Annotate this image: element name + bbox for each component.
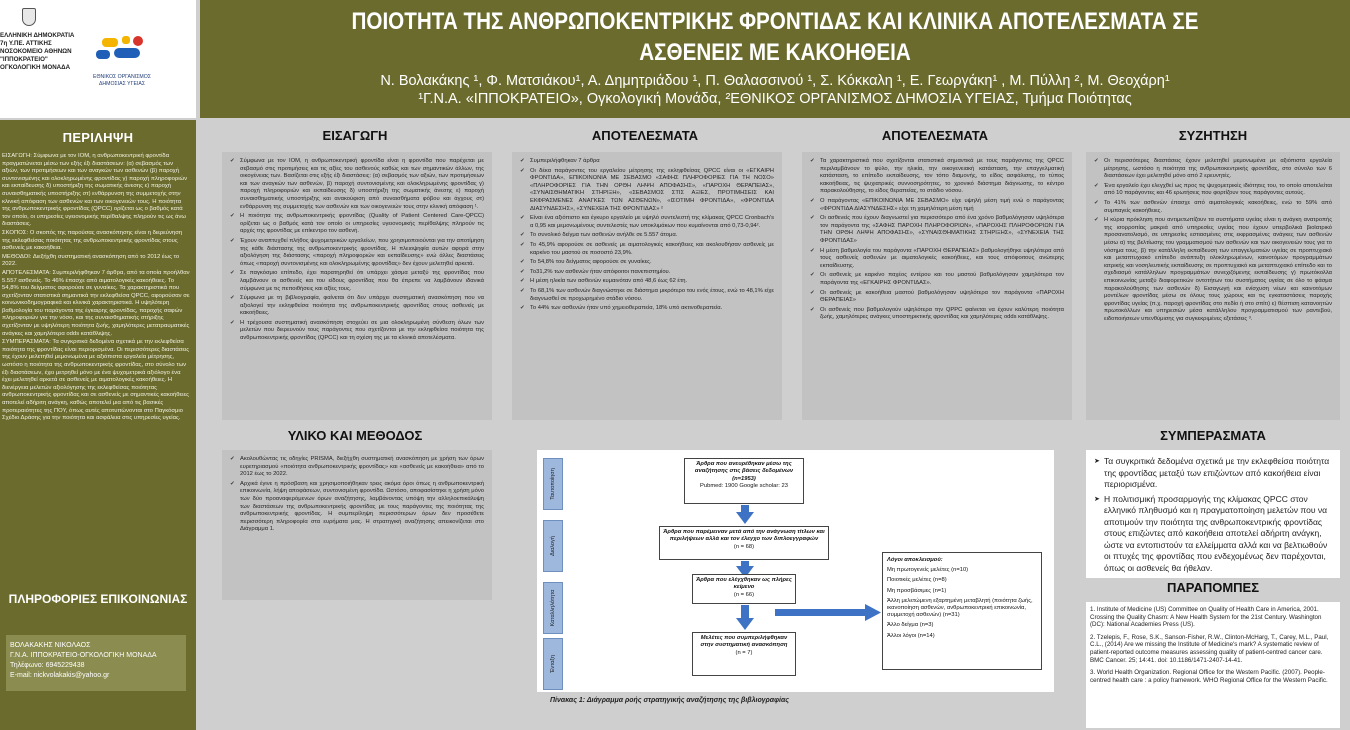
results-item: ✔ Το31,2% των ασθενών ήταν απόφοιτοι πανεπιστημίου. bbox=[520, 269, 774, 277]
reference-item: 1. Institute of Medicine (US) Committee on Quality of Health Care in America, 2001. Crossing the Quality Chasm: A New Health System for the 21st Century. Washington (DC): National Academies Press (US). bbox=[1090, 606, 1322, 629]
poster-header bbox=[200, 0, 1350, 118]
flow-box-search bbox=[684, 458, 804, 504]
results-item: ✔ Οι ασθενείς που έχουν διαγνωστεί για περισσότερο από ένα χρόνο βαθμολόγησαν υψηλότερα τον παράγοντα της «ΣΑΦΗΣ ΠΑΡΟΧΗ ΠΛΗΡΟΦΟΡΙΩΝ», «ΠΑΡΟΧΗΣ ΠΛΗΡΟΦΟΡΙΩΝ ΓΙΑ ΤΗΝ ΟΡΘΗ ΛΗΨΗ ΑΠΟΦΑΣΗΣ», «ΣΥΝΑΙΣΘΗΜΑΤΙΚΗΣ ΣΤΗΡΙΞΗΣ», «ΣΥΝΕΧΕΙΑ ΤΗΣ ΦΡΟΝΤΙΔΑΣ» bbox=[810, 215, 1064, 245]
results-item: ✔ Το συνολικό δείγμα των ασθενών ανήλθε σε 5.557 άτομα. bbox=[520, 232, 774, 240]
abstract-paragraph: ΜΕΘΟΔΟΙ: Διεξήχθη συστηματική ανασκόπηση από το 2012 έως το 2022. bbox=[2, 253, 180, 268]
intro-item: ✔ Σύμφωνα με τον IOM, η ανθρωποκεντρική φροντίδα είναι η φροντίδα που παρέχεται με σεβασμό στις προτιμήσεις και τις αξίες του ασθενούς καθώς και των σημαντικών άλλων, της οικογένειας των. Βασίζεται στις εξής έξι διαστάσεις: (α) σεβασμός των αξιών, των προτιμήσεων και των αναγκών των ασθενών, β) παροχή συντονισμένης και ολοκληρωμένης φροντίδας γ) παροχή πληροφοριών και εκπαίδευσης δ) υποστήριξη της σωματικής άνεσης ε) παροχή συναισθηματικής υποστήριξης και ανακούφιση από συναισθήματα φόβου και άγχους στ) ενθάρρυνση της συμμετοχής των ασθενών και των οικογενειών τους στην κλινική απόφαση ¹. bbox=[230, 158, 484, 211]
results-item: ✔ Τα χαρακτηριστικά που σχετίζονται στατιστικά σημαντικά με τους παράγοντες της QPCC περιλαμβάνουν το φύλο, την ηλικία, την οικογενειακή κατάσταση, την επαγγελματική κατάσταση, το επίπεδο εκπαίδευσης, τον τόπο διαμονής, το είδος ασφάλισης, το τύπος κακοήθειας, τις ψυχιατρικές συννοσηρότητες, το χρονικό διάστημα διάγνωσης, το κέντρο παρακολούθησης, το είδος θεραπείας, το στάδιο νόσου. bbox=[810, 158, 1064, 196]
reference-item: 3. World Health Organization. Regional Office for the Western Pacific. (2007). People-centred health care : a policy framework. WHO Regional Office for the Western Pacific. bbox=[1090, 669, 1328, 684]
references-title: ΠΑΡΑΠΟΜΠΕΣ bbox=[1166, 580, 1260, 595]
exclusion-item: Άλλο δείγμα (n=3) bbox=[887, 622, 934, 629]
methods-item: ✔ Αρχικά έγινε η πρόσβαση και χρησιμοποιήθηκαν τρεις ακόμα όροι όπως η ανθρωποκεντρική επικοινωνία, λήψη αποφάσεων, συντονισμένη φροντίδα. Ωστόσο, αποφασίστηκε η χρήση μόνο των δύο προαναφερόμενων όρων αναζήτησης, λαμβάνοντας υπόψη την αλληλοεπικάλυψη των διαστάσεων της ανθρωποκεντρικής φροντίδας με τους παράγοντες της ποιότητας της ανθρωποκεντρικής φροντίδας. Η συμπερίληψη περισσότερων όρων δεν προσέθετε περισσότερη πληροφορία στα ευρήματα μας. Η στρατηγική αναζήτησης απεικονίζεται στο Διάγραμμα 1. bbox=[230, 481, 484, 534]
diagram-caption: Πίνακας 1: Διάγραμμα ροής στρατηγικής αναζήτησης της βιβλιογραφίας bbox=[550, 697, 790, 704]
abstract-text bbox=[0, 145, 196, 585]
reference-item: 2. Tzelepis, F., Rose, S.K., Sanson-Fisher, R.W., Clinton-McHarg, T., Carey, M.L., Paul, C.L., (2014) Are we missing the Institute of Medicine's mark? A systematic review of patient-reported outcome measures assessing quality of patient-centred cancer care. BMC Cancer. 25; 14:41. doi: 10.1186/1471-2407-14-41. bbox=[1090, 633, 1329, 664]
intro-item: ✔ Η τρέχουσα συστηματική ανασκόπηση στοχεύει σε μια ολοκληρωμένη σύνθεση όλων των μελετών που διερευνούν τους παράγοντες που σχετίζονται με την εκληφθείσα ποιότητα της ανθρωποκεντρικής φροντίδας (QPCC) και τη σχέση της με τα κλινικά αποτελέσματα. bbox=[230, 320, 484, 343]
poster-title: ΠΟΙΟΤΗΤΑ ΤΗΣ ΑΝΘΡΩΠΟΚΕΝΤΡΙΚΗΣ ΦΡΟΝΤΙΔΑΣ ΚΑΙ ΚΛΙΝΙΚΑ ΑΠΟΤΕΛΕΣΜΑΤΑ ΣΕ ΑΣΘΕΝΕΙΣ ΜΕ ΚΑΚΟΗΘΕΙΑ bbox=[351, 8, 1199, 66]
results-item: ✔ Το 54,8% του δείγματος αφορούσε σε γυναίκες. bbox=[520, 259, 774, 267]
contact-box bbox=[6, 635, 186, 691]
discussion-item: ✔ Η κύρια πρόκληση που αντιμετωπίζουν τα συστήματα υγείας είναι η ανάγκη ανατροπής της ισορροπίας μακριά από υπηρεσίες υγείας που έχουν υπερβολικά βιοϊατρικό προσανατολισμό, σε υπηρεσίες εστιασμένες στις εκφρασμένες ανάγκες των ασθενών μέσω α) της βελτίωσης του γραμματισμού των ασθενών και των οικογενειών τους για το νόσημα τους, β) την κατάλληλη εκπαίδευση των επαγγελματιών υγείας σε προπτυχιακό και μεταπτυχιακό επίπεδο ανάπτυξη ολοκληρωμένων, καινοτόμων προγραμμάτων ιατρικής και νοσηλευτικής εκπαίδευσης σε προπτυχιακό και μεταπτυχιακό επίπεδο και το σχεδιασμό κατάλληλων προγραμμάτων συνεχιζόμενης εκπαίδευσης γ) πρωτόκολλα επικοινωνίας μεταξύ διαφορετικών οντοτήτων του συστήματος υγείας σε όλο το φάσμα παρακολούθησης των ασθενών δ) Εισαγωγή και ενίσχυση νέων και καινοτόμων μοντέλων φροντίδας μέσω σε όλους τους χώρους και τις εγκαταστάσεις παροχής φροντίδας υγείας (π.χ. παροχή φροντίδας στο πεδίο ή στο σπίτι) ε) θέσπιση κατανοητών πρωτοκόλλων και υπηρεσιών μέσα κατάλληλου προγραμματισμού των ραντεβού, ειδοποιήσεων υπενθύμισης για συγκεκριμένες εξετάσεις ³. bbox=[1094, 217, 1332, 323]
stage-label: Ταυτοποίηση bbox=[550, 468, 556, 500]
affiliations: ¹Γ.Ν.Α. «ΙΠΠΟΚΡΑΤΕΙΟ», Ογκολογική Μονάδα, ²ΕΘΝΙΚΟΣ ΟΡΓΑΝΙΣΜΟΣ ΔΗΜΟΣΙΑ ΥΓΕΙΑΣ, Τμήμα Ποιότητας bbox=[418, 91, 1132, 107]
exclusion-reasons-box bbox=[882, 552, 1042, 670]
intro-title: ΕΙΣΑΓΩΓΗ bbox=[322, 128, 388, 143]
results-title-1: ΑΠΟΤΕΛΕΣΜΑΤΑ bbox=[591, 128, 699, 143]
exclusion-item: Μη πρωτογενείς μελέτες (n=10) bbox=[887, 567, 969, 574]
results-item: ✔ Οι ασθενείς που βαθμολογούν υψηλότερα την QPPC φαίνεται να έχουν καλύτερη ποιότητα ζωής, χαμηλότερες ανάγκες υποστηρικτικής φροντίδας και χαμηλότερες odds κατάθλιψης. bbox=[810, 307, 1064, 322]
stage-eligibility bbox=[543, 582, 563, 634]
abstract-paragraph: ΕΙΣΑΓΩΓΗ: Σύμφωνα με τον IOM, η ανθρωποκεντρική φροντίδα πραγματώνεται μέσω των εξής έξι διαστάσεων: (α) σεβασμός των αξιών, των προτιμήσεων και των αναγκών των ασθενών (β) παροχή συντονισμένης και ολοκληρωμένης φροντίδας γ) παροχή πληροφοριών και εκπαίδευσης δ) υποστήριξη της σωματικής άνεσης ε) παροχή συναισθηματικής υποστήριξης στ) ενθάρρυνση της συμμετοχής στην κλινική απόφαση των ασθενών και των οικογενειών τους. Η ποιότητα της ανθρωποκεντρικής φροντίδας (QPCC) ορίζεται ως ο βαθμός κατά τον οποίο, οι υπηρεσίες υγειονομικής περίθαλψης πληρούν τις ως άνω διαστάσεις. bbox=[2, 153, 188, 228]
abstract-paragraph: ΑΠΟΤΕΛΕΣΜΑΤΑ: Συμπεριλήφθηκαν 7 άρθρα, από τα οποία προήλθαν 5.557 ασθενείς. Το 46% έπασχε από αιματολογικές κακοήθειες. Το 54,8% του δείγματος αφορούσε σε γυναίκες. Τα χαρακτηριστικά που σχετίζονταν στατιστικά σημαντικά την εκλεφθείσα QPCC, αφορούσαν σε κοινωνικοδημογραφικά και κλινικά χαρακτηριστικά. Η υψηλότερη βαθμολογία του παράγοντα της έγκαιρης φροντίδας, παροχής σαφών πληροφοριών για την νόσο, και της συναισθηματικής στήριξης σχετίζονταν με υψηλότερη ποιότητα ζωής, χαμηλότερες μετατραυματικές ανάγκες και χαμηλότερα odds κατάθλιψης. bbox=[2, 269, 190, 337]
flow-box-count: (n = 66) bbox=[733, 591, 755, 598]
arrow-down-icon bbox=[741, 605, 749, 619]
eody-logo-text bbox=[90, 74, 154, 88]
discussion-item: ✔ Το 41% των ασθενών έπασχε από αιματολογικές κακοήθειες, ενώ το 59% από συμπαγείς κακοήθειες. bbox=[1094, 200, 1332, 215]
intro-item: ✔ Έχουν αναπτυχθεί πλήθος ψυχομετρικών εργαλείων, που χρησιμοποιούνται για την αποτίμηση της κάθε διάστασης της ανθρωποκεντρικής φροντίδας. Η πλειοψηφία αυτών αφορά στην αξιολόγηση της διάστασης «παροχή πληροφοριών και εκπαίδευσης» ενώ άλλες διαστάσεις όπως «παροχή συντονισμένης και ολοκληρωμένης φροντίδας» δεν έχουν μελετηθεί αρκετά. bbox=[230, 238, 484, 268]
eody-line: ΔΗΜΟΣΙΑΣ ΥΓΕΙΑΣ bbox=[98, 81, 146, 87]
references-box bbox=[1086, 602, 1340, 728]
hospital-line: ΝΟΣΟΚΟΜΕΙΟ ΑΘΗΝΩΝ bbox=[0, 48, 72, 55]
arrow-head-icon bbox=[736, 618, 754, 630]
results-box-1 bbox=[512, 152, 782, 420]
hospital-logo bbox=[0, 8, 80, 72]
eody-line: ΕΘΝΙΚΟΣ ΟΡΓΑΝΙΣΜΟΣ bbox=[93, 74, 151, 80]
hospital-line: "ΙΠΠΟΚΡΑΤΕΙΟ" bbox=[0, 56, 48, 63]
methods-item: ✔ Ακολουθώντας τις οδηγίες PRISMA, διεξήχθη συστηματική ανασκόπηση με χρήση των όρων ευρετηριασμού «ποιότητα ανθρωποκεντρικής φροντίδας» και «ασθενείς με κακοήθεια» από το 2012 έως το 2022. bbox=[230, 456, 484, 479]
discussion-item: ✔ Ένα εργαλείο έχει ελεγχθεί ως προς τις ψυχομετρικές ιδιότητες του, το οποίο αποτελείται από 10 παράγοντες και 46 ερωτήσεις που φορτίζουν τους παράγοντες αυτούς. bbox=[1094, 183, 1332, 198]
stage-label: Καταλληλότητα bbox=[550, 589, 556, 627]
contact-phone: Τηλέφωνο: 6945229438 bbox=[10, 662, 85, 669]
methods-box bbox=[222, 450, 492, 600]
abstract-title: ΠΕΡΙΛΗΨΗ bbox=[62, 130, 134, 145]
flow-box-text: Μελέτες που συμπεριλήφθηκαν στην συστηματική ανασκόπηση bbox=[700, 635, 788, 649]
exclusion-item: Άλλοι λόγοι (n=14) bbox=[887, 632, 935, 639]
flow-box-screened bbox=[659, 526, 829, 560]
conclusion-item: ➤ Η πολιτισμική προσαρμογής της κλίμακας QPCC στον ελληνικό πληθυσμό και η πραγματοποίηση μελετών που να αποτιμούν την ποιότητα της ανθρωποκεντρικής φροντίδας στους επιζώντες από κακοήθεια αποτελεί αδήριτη ανάγκη, ώστε να εντοπιστούν τα ελλείμματα αλλά και να βελτιωθούν οι πτυχές της φροντίδας που ενδεχομένως δεν παρέχονται, όπως οι ασθενείς θα ήθελαν. bbox=[1094, 494, 1332, 575]
flow-box-text: Άρθρα που ανευρέθηκαν μέσω της αναζήτησης στις βάσεις δεδομένων (n=1953) bbox=[694, 461, 794, 482]
flow-box-subtext: Pubmed: 1900 Google scholar: 23 bbox=[700, 483, 788, 490]
exclusion-item: Μη προσβάσιμες (n=1) bbox=[887, 587, 947, 594]
abstract-paragraph: ΣΥΜΠΕΡΑΣΜΑΤΑ: Τα συγκριτικά δεδομένα σχετικά με την εκλεφθείσα ποιότητα της φροντίδας είναι περιορισμένα. Οι περισσότερες διαστάσεις της έχουν μελετηθεί μεμονωμένα με αξιόπιστα εργαλεία μέτρησης, ωστόσο η ποιότητα της ανθρωποκεντρικής φροντίδας, στο σύνολο των έξι διαστάσεων, έχει μετρηθεί μόνο με ένα ψυχομετρικά αξιόλογο ένα έχει μελετηθεί αρκετά σε ασθενείς με αιματολογικές κακοήθειες. Η διενέργεια μελετών αξιολόγησης της εκλεφθείσας ποιότητας ανθρωποκεντρικής φροντίδας και σε ασθενείς με σημαντικές κακοήθειες αποτελεί αδήριτη ανάγκη, καθώς αποτελεί μια από τις βασικές προτεραιότητες της ΠΟΥ, όπως αυτές αποτυπώνονται στο Παγκόσμιο Σχέδιο Δράσης για την ποιότητα και ασφάλεια στις υπηρεσίες υγείας. bbox=[2, 339, 190, 422]
intro-box bbox=[222, 152, 492, 420]
hospital-line: ΕΛΛΗΝΙΚΗ ΔΗΜΟΚΡΑΤΙΑ bbox=[0, 32, 75, 39]
flow-box-text: Άρθρα που παρέμειναν μετά από την ανάγνωση τίτλων και περιλήψεων αλλά και τον έλεγχο των διπλοεγγραφών bbox=[663, 529, 825, 543]
intro-item: ✔ Η ποιότητα της ανθρωποκεντρικής φροντίδας (Quality of Patient Centered Care-QPCC) ορίζεται ως ο βαθμός κατά τον οποίο οι υπηρεσίες υγειονομικής περίθαλψης πληρούν τις αρχές της φροντίδας με επίκεντρο τον ασθενή. bbox=[230, 213, 484, 236]
results-box-2 bbox=[802, 152, 1072, 420]
conclusions-box bbox=[1086, 450, 1340, 578]
flow-box-count: (n = 68) bbox=[733, 543, 755, 550]
contact-title: ΠΛΗΡΟΦΟΡΙΕΣ ΕΠΙΚΟΙΝΩΝΙΑΣ bbox=[8, 592, 188, 606]
stage-included bbox=[543, 638, 563, 690]
methods-title: ΥΛΙΚΟ ΚΑΙ ΜΕΘΟΔΟΣ bbox=[287, 428, 423, 443]
results-item: ✔ Οι ασθενείς με καρκίνο παχέος εντέρου και του μαστού βαθμολόγησαν χαμηλότερα τον παράγοντα της «ΕΓΚΑΙΡΗΣ ΦΡΟΝΤΙΔΑΣ». bbox=[810, 272, 1064, 287]
results-item: ✔ Η μέση ηλικία των ασθενών κυμαινόταν από 48,6 έως 62 έτη. bbox=[520, 278, 774, 286]
abstract-paragraph: ΣΚΟΠΟΣ: Ο σκοπός της παρούσας ανασκόπησης είναι η διερεύνηση της εκλεφθείσας ποιότητας της ανθρωποκεντρικής φροντίδας στους ασθενείς με κακοήθεια. bbox=[2, 229, 183, 252]
conclusions-title: ΣΥΜΠΕΡΑΣΜΑΤΑ bbox=[1160, 428, 1266, 443]
flow-box-fulltext bbox=[692, 574, 796, 604]
greek-crest-icon bbox=[22, 8, 36, 26]
stage-label: Διαλογή bbox=[550, 536, 556, 556]
flow-box-text: Άρθρα που ελέγχθηκαν ως πλήρες κείμενο bbox=[696, 577, 792, 591]
exclusion-item: Άλλη μελετώμενη εξαρτημένη μεταβλητή (ποιότητα ζωής, ικανοποίηση ασθενών, ανθρωποκεντρική επικοινωνία, συμμετοχή ασθενών) (n=31) bbox=[887, 597, 1033, 619]
intro-item: ✔ Σύμφωνα με τη βιβλιογραφία, φαίνεται ότι δεν υπάρχει συστηματική ανασκόπηση που να αξιολογεί την εκληφθείσα ποιότητα της ανθρωποκεντρικής φροντίδας στους ασθενείς με κακοήθειες. bbox=[230, 295, 484, 318]
results-item: ✔ Το 45,9% αφορούσε σε ασθενείς με αιματολογικές κακοήθειες και ακολουθήσαν ασθενείς με καρκίνο του μαστού σε ποσοστό 23,9%. bbox=[520, 242, 774, 257]
discussion-box bbox=[1086, 152, 1340, 420]
results-item: ✔ Το 44% των ασθενών ήταν υπό χημειοθεραπεία, 18% υπό ακτινοθεραπεία. bbox=[520, 305, 774, 313]
results-item: ✔ Ο παράγοντας «ΕΠΙΚΟΙΝΩΝΙΑ ΜΕ ΣΕΒΑΣΜΟ» είχε υψηλή μέση τιμή ενώ ο παράγοντας «ΦΡΟΝΤΙΔΑ ΔΙΑΣΥΝΔΕΣΗΣ» είχε τη χαμηλότερη μέση τιμή bbox=[810, 198, 1064, 213]
results-item: ✔ Το 68,1% των ασθενών διαγνώστηκε σε διάστημα μικρότερο του ενός έτους, ενώ το 48,1% είχε διαγνωσθεί σε προχωρημένο στάδιο νόσου. bbox=[520, 288, 774, 303]
hospital-line: ΟΓΚΟΛΟΓΙΚΗ ΜΟΝΑΔΑ bbox=[0, 64, 71, 71]
exclusion-title: Λόγοι αποκλεισμού: bbox=[887, 557, 943, 563]
results-item: ✔ Οι ασθενείς με κακοήθεια μαστού βαθμολόγησαν υψηλότερα τον παράγοντα «ΠΑΡΟΧΗ ΘΕΡΑΠΕΙΑΣ» bbox=[810, 290, 1064, 305]
stage-label: Ένταξη bbox=[550, 655, 556, 673]
authors-block bbox=[220, 72, 1330, 108]
author-list: Ν. Βολακάκης ¹, Φ. Ματσιάκου¹, Α. Δημητριάδου ¹, Π. Θαλασσινού ¹, Σ. Κόκκαλη ¹, Ε. Γεωργάκη¹ , Μ. Πύλλη ², Μ. Θεοχάρη¹ bbox=[380, 73, 1170, 89]
results-title-2: ΑΠΟΤΕΛΕΣΜΑΤΑ bbox=[881, 128, 989, 143]
results-item: ✔ Οι δέκα παράγοντες του εργαλείου μέτρησης της εκληφθείσας QPCC είναι οι «ΕΓΚΑΙΡΗ ΦΡΟΝΤΙΔΑ», ΕΠΙΚΟΙΝΩΝΙΑ ΜΕ ΣΕΒΑΣΜΟ «ΣΑΦΗΣ ΠΛΗΡΟΦΟΡΙΕΣ ΓΙΑ ΤΗ ΝΟΣΟ» «ΠΛΗΡΟΦΟΡΙΕΣ ΓΙΑ ΤΗΝ ΟΡΘΗ ΛΗΨΗ ΑΠΟΦΑΣΗΣ», «ΠΑΡΟΧΗ ΘΕΡΑΠΕΙΑΣ», «ΣΥΝΑΙΣΘΗΜΑΤΙΚΗ ΣΤΗΡΙΞΗ», «ΣΕΒΑΣΜΟΣ ΣΤΙΣ ΑΞΙΕΣ, ΠΡΟΤΙΜΗΣΕΙΣ ΚΑΙ ΕΚΦΡΑΣΜΕΝΕΣ ΑΝΑΓΚΕΣ ΤΩΝ ΑΣΘΕΝΩΝ», «ΙΣΟΤΙΜΗ ΦΡΟΝΤΙΔΑ», «ΦΡΟΝΤΙΔΑ ΔΙΑΣΥΝΔΕΣΗΣ», «ΣΥΝΕΧΕΙΑ ΤΗΣ ΦΡΟΝΤΙΔΑΣ» ² bbox=[520, 168, 774, 214]
eody-logo-icon bbox=[94, 34, 148, 68]
hospital-line: 7η Υ.ΠΕ. ΑΤΤΙΚΗΣ bbox=[0, 40, 52, 47]
results-item: ✔ Είναι ένα αξιόπιστο και έγκυρο εργαλείο με υψηλό συντελεστή της κλίμακας QPCC Cronbach's α 0,95 και μεμονωμένους συντελεστές των υποκλιμάκων που κυμαίνονται από 0,73-0,94². bbox=[520, 215, 774, 230]
stage-identification bbox=[543, 458, 563, 510]
prisma-flow-diagram bbox=[537, 450, 1054, 692]
discussion-title: ΣΥΖΗΤΗΣΗ bbox=[1178, 128, 1248, 143]
results-item: ✔ Συμπεριλήφθηκαν 7 άρθρα bbox=[520, 158, 774, 166]
exclusion-item: Ποιοτικές μελέτες (n=8) bbox=[887, 577, 947, 584]
intro-item: ✔ Σε παγκόσμιο επίπεδο, έχει παρατηρηθεί ότι υπάρχει χάσμα μεταξύ της φροντίδας που λαμβάνουν οι ασθενείς και του είδους φροντίδας που θα έπρεπε να λαμβάνουν ιδανικά σύμφωνα με τις πεποιθήσεις και αξίες τους. bbox=[230, 270, 484, 293]
arrow-right-icon bbox=[775, 602, 883, 622]
contact-org: Γ.Ν.Α. ΙΠΠΟΚΡΑΤΕΙΟ-ΟΓΚΟΛΟΓΙΚΗ ΜΟΝΑΔΑ bbox=[10, 652, 157, 659]
contact-name: ΒΟΛΑΚΑΚΗΣ ΝΙΚΟΛΑΟΣ bbox=[10, 642, 91, 649]
discussion-item: ✔ Οι περισσότερες διαστάσεις έχουν μελετηθεί μεμονωμένα με αξιόπιστα εργαλεία μέτρησης, ωστόσο η ποιότητα της ανθρωποκεντρικής φροντίδας, στο σύνολο των 6 διαστάσεων έχει μελετηθεί μόνο από 2 ερευνητές. bbox=[1094, 158, 1332, 181]
flow-box-included bbox=[692, 632, 796, 676]
left-sidebar bbox=[0, 120, 196, 730]
contact-email[interactable]: E-mail: nickvolakakis@yahoo.gr bbox=[10, 672, 110, 679]
results-item: ✔ Η μέση βαθμολογία του παράγοντα «ΠΑΡΟΧΗ ΘΕΡΑΠΕΙΑΣ» βαθμολογήθηκε υψηλότερα από τους ασθενείς ασθενών με αιματολογικές κακοήθειες, και τους απόφοιτους ανώτερης εκπαίδευσης. bbox=[810, 248, 1064, 271]
arrow-head-icon bbox=[736, 512, 754, 524]
flow-box-count: (n = 7) bbox=[735, 649, 753, 656]
conclusion-item: ➤ Τα συγκριτικά δεδομένα σχετικά με την εκλεφθείσα ποιότητα της φροντίδας μεταξύ των επιζώντων από κακοήθεια είναι περιορισμένα. bbox=[1094, 456, 1332, 491]
logo-area bbox=[0, 0, 196, 118]
stage-screening bbox=[543, 520, 563, 572]
